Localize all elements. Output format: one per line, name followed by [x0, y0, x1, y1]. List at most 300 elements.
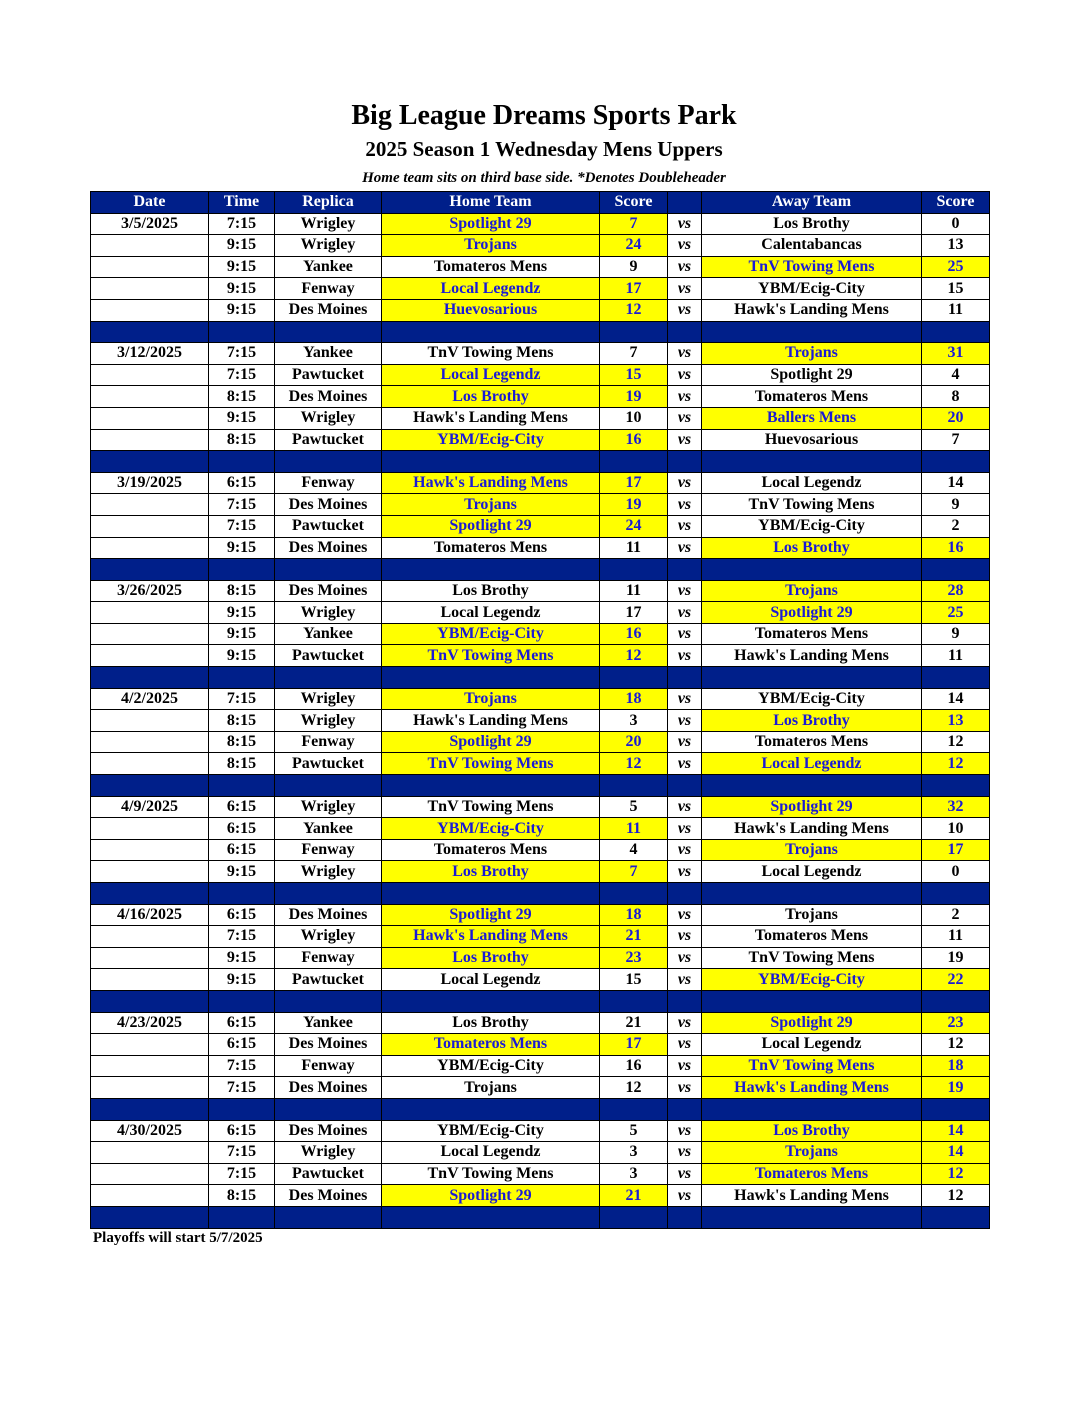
separator-cell [922, 667, 990, 689]
away-team-cell: TnV Towing Mens [702, 1055, 922, 1077]
field-cell: Fenway [275, 472, 382, 494]
separator-cell [600, 451, 668, 473]
separator-cell [209, 1206, 275, 1228]
field-cell: Des Moines [275, 494, 382, 516]
time-cell: 8:15 [209, 731, 275, 753]
time-cell: 9:15 [209, 235, 275, 257]
field-cell: Wrigley [275, 407, 382, 429]
home-score-cell: 7 [600, 861, 668, 883]
table-row [91, 386, 990, 408]
date-cell: 4/9/2025 [91, 796, 209, 818]
separator-cell [275, 559, 382, 581]
week-separator-row [91, 775, 990, 797]
week-separator-row [91, 1206, 990, 1228]
away-team-cell: Trojans [702, 904, 922, 926]
table-row [91, 1185, 990, 1207]
separator-cell [209, 1098, 275, 1120]
separator-cell [91, 321, 209, 343]
home-score-cell: 23 [600, 947, 668, 969]
table-row [91, 731, 990, 753]
home-score-cell: 18 [600, 688, 668, 710]
home-score-cell: 12 [600, 1077, 668, 1099]
home-score-cell: 20 [600, 731, 668, 753]
home-score-cell: 3 [600, 1163, 668, 1185]
separator-cell [382, 559, 600, 581]
table-row [91, 213, 990, 235]
away-score-cell: 16 [922, 537, 990, 559]
away-team-cell: Hawk's Landing Mens [702, 645, 922, 667]
date-cell [91, 861, 209, 883]
separator-cell [600, 1098, 668, 1120]
date-cell: 3/5/2025 [91, 213, 209, 235]
away-score-cell: 12 [922, 753, 990, 775]
away-score-cell: 14 [922, 472, 990, 494]
time-cell: 9:15 [209, 645, 275, 667]
date-cell [91, 364, 209, 386]
field-cell: Des Moines [275, 1185, 382, 1207]
away-score-cell: 4 [922, 364, 990, 386]
separator-cell [702, 1206, 922, 1228]
home-score-cell: 19 [600, 494, 668, 516]
home-score-cell: 19 [600, 386, 668, 408]
header-home-team: Home Team [382, 192, 600, 214]
separator-cell [922, 1098, 990, 1120]
table-row [91, 235, 990, 257]
separator-cell [382, 990, 600, 1012]
home-score-cell: 12 [600, 753, 668, 775]
vs-cell: vs [668, 429, 702, 451]
home-score-cell: 24 [600, 515, 668, 537]
away-score-cell: 11 [922, 645, 990, 667]
field-cell: Yankee [275, 343, 382, 365]
date-cell [91, 710, 209, 732]
away-team-cell: Spotlight 29 [702, 364, 922, 386]
home-team-cell: Spotlight 29 [382, 515, 600, 537]
time-cell: 8:15 [209, 753, 275, 775]
home-team-cell: TnV Towing Mens [382, 796, 600, 818]
date-cell: 4/2/2025 [91, 688, 209, 710]
vs-cell: vs [668, 213, 702, 235]
table-row [91, 645, 990, 667]
time-cell: 7:15 [209, 364, 275, 386]
separator-cell [91, 1098, 209, 1120]
away-score-cell: 19 [922, 947, 990, 969]
date-cell [91, 926, 209, 948]
table-row [91, 278, 990, 300]
home-team-cell: Los Brothy [382, 861, 600, 883]
time-cell: 8:15 [209, 386, 275, 408]
field-cell: Wrigley [275, 796, 382, 818]
week-separator-row [91, 667, 990, 689]
vs-cell: vs [668, 343, 702, 365]
home-score-cell: 7 [600, 343, 668, 365]
separator-cell [209, 667, 275, 689]
table-row [91, 1055, 990, 1077]
away-team-cell: Local Legendz [702, 861, 922, 883]
field-cell: Pawtucket [275, 1163, 382, 1185]
week-separator-row [91, 990, 990, 1012]
date-cell [91, 1185, 209, 1207]
away-team-cell: Trojans [702, 1142, 922, 1164]
header-replica: Replica [275, 192, 382, 214]
separator-cell [600, 1206, 668, 1228]
away-score-cell: 31 [922, 343, 990, 365]
away-team-cell: Hawk's Landing Mens [702, 1077, 922, 1099]
field-cell: Yankee [275, 256, 382, 278]
away-team-cell: YBM/Ecig-City [702, 278, 922, 300]
vs-cell: vs [668, 731, 702, 753]
time-cell: 7:15 [209, 1163, 275, 1185]
away-team-cell: Spotlight 29 [702, 796, 922, 818]
away-team-cell: Trojans [702, 343, 922, 365]
home-team-cell: Spotlight 29 [382, 213, 600, 235]
field-cell: Des Moines [275, 299, 382, 321]
home-team-cell: Spotlight 29 [382, 904, 600, 926]
vs-cell: vs [668, 256, 702, 278]
away-team-cell: Trojans [702, 839, 922, 861]
away-team-cell: Tomateros Mens [702, 1163, 922, 1185]
table-row [91, 256, 990, 278]
home-team-cell: Hawk's Landing Mens [382, 926, 600, 948]
separator-cell [922, 883, 990, 905]
home-team-cell: Huevosarious [382, 299, 600, 321]
home-score-cell: 15 [600, 364, 668, 386]
away-team-cell: TnV Towing Mens [702, 494, 922, 516]
week-separator-row [91, 883, 990, 905]
home-team-cell: Tomateros Mens [382, 1034, 600, 1056]
home-score-cell: 12 [600, 645, 668, 667]
home-team-cell: Tomateros Mens [382, 256, 600, 278]
vs-cell: vs [668, 407, 702, 429]
away-score-cell: 20 [922, 407, 990, 429]
away-score-cell: 28 [922, 580, 990, 602]
separator-cell [382, 883, 600, 905]
time-cell: 6:15 [209, 1012, 275, 1034]
field-cell: Des Moines [275, 386, 382, 408]
separator-cell [668, 451, 702, 473]
vs-cell: vs [668, 472, 702, 494]
table-row [91, 580, 990, 602]
separator-cell [382, 775, 600, 797]
field-cell: Wrigley [275, 926, 382, 948]
table-row [91, 861, 990, 883]
home-score-cell: 9 [600, 256, 668, 278]
separator-cell [668, 1098, 702, 1120]
date-cell: 4/30/2025 [91, 1120, 209, 1142]
time-cell: 7:15 [209, 1055, 275, 1077]
separator-cell [600, 559, 668, 581]
away-score-cell: 13 [922, 235, 990, 257]
home-team-cell: Trojans [382, 1077, 600, 1099]
home-score-cell: 12 [600, 299, 668, 321]
table-row [91, 1163, 990, 1185]
home-score-cell: 21 [600, 1012, 668, 1034]
home-score-cell: 17 [600, 1034, 668, 1056]
date-cell [91, 1034, 209, 1056]
table-row [91, 1077, 990, 1099]
vs-cell: vs [668, 1034, 702, 1056]
home-score-cell: 5 [600, 796, 668, 818]
away-score-cell: 15 [922, 278, 990, 300]
separator-cell [275, 883, 382, 905]
home-team-cell: Tomateros Mens [382, 839, 600, 861]
date-cell: 3/26/2025 [91, 580, 209, 602]
away-score-cell: 22 [922, 969, 990, 991]
separator-cell [209, 775, 275, 797]
away-score-cell: 17 [922, 839, 990, 861]
table-row [91, 947, 990, 969]
table-row [91, 926, 990, 948]
time-cell: 8:15 [209, 710, 275, 732]
separator-cell [275, 990, 382, 1012]
table-row [91, 1142, 990, 1164]
date-cell [91, 235, 209, 257]
separator-cell [209, 451, 275, 473]
field-cell: Pawtucket [275, 753, 382, 775]
table-row [91, 688, 990, 710]
vs-cell: vs [668, 1163, 702, 1185]
separator-cell [91, 990, 209, 1012]
time-cell: 6:15 [209, 904, 275, 926]
date-cell [91, 256, 209, 278]
separator-cell [702, 883, 922, 905]
field-cell: Yankee [275, 818, 382, 840]
date-cell [91, 818, 209, 840]
date-cell: 4/23/2025 [91, 1012, 209, 1034]
time-cell: 6:15 [209, 472, 275, 494]
table-header-row [91, 192, 990, 214]
field-cell: Des Moines [275, 1077, 382, 1099]
separator-cell [275, 775, 382, 797]
away-team-cell: Local Legendz [702, 753, 922, 775]
date-cell [91, 515, 209, 537]
home-score-cell: 21 [600, 1185, 668, 1207]
away-score-cell: 32 [922, 796, 990, 818]
date-cell [91, 753, 209, 775]
away-team-cell: Spotlight 29 [702, 602, 922, 624]
away-score-cell: 11 [922, 299, 990, 321]
away-score-cell: 19 [922, 1077, 990, 1099]
time-cell: 6:15 [209, 796, 275, 818]
separator-cell [600, 321, 668, 343]
time-cell: 6:15 [209, 1034, 275, 1056]
home-team-cell: TnV Towing Mens [382, 645, 600, 667]
week-separator-row [91, 321, 990, 343]
home-score-cell: 7 [600, 213, 668, 235]
week-separator-row [91, 1098, 990, 1120]
vs-cell: vs [668, 364, 702, 386]
vs-cell: vs [668, 602, 702, 624]
field-cell: Wrigley [275, 213, 382, 235]
table-row [91, 407, 990, 429]
home-team-cell: Spotlight 29 [382, 731, 600, 753]
away-team-cell: YBM/Ecig-City [702, 969, 922, 991]
vs-cell: vs [668, 623, 702, 645]
time-cell: 7:15 [209, 213, 275, 235]
table-row [91, 1012, 990, 1034]
playoffs-note: Playoffs will start 5/7/2025 [93, 1230, 263, 1246]
home-team-cell: Trojans [382, 494, 600, 516]
vs-cell: vs [668, 1120, 702, 1142]
away-team-cell: YBM/Ecig-City [702, 515, 922, 537]
home-team-cell: Trojans [382, 235, 600, 257]
table-row [91, 839, 990, 861]
separator-cell [91, 559, 209, 581]
time-cell: 9:15 [209, 537, 275, 559]
home-team-cell: Tomateros Mens [382, 537, 600, 559]
vs-cell: vs [668, 1077, 702, 1099]
home-score-cell: 11 [600, 818, 668, 840]
field-cell: Wrigley [275, 602, 382, 624]
time-cell: 9:15 [209, 947, 275, 969]
vs-cell: vs [668, 235, 702, 257]
field-cell: Wrigley [275, 235, 382, 257]
home-team-cell: YBM/Ecig-City [382, 429, 600, 451]
vs-cell: vs [668, 947, 702, 969]
separator-cell [275, 1206, 382, 1228]
away-score-cell: 2 [922, 515, 990, 537]
table-row [91, 299, 990, 321]
table-row [91, 623, 990, 645]
away-score-cell: 7 [922, 429, 990, 451]
field-cell: Pawtucket [275, 364, 382, 386]
away-team-cell: Tomateros Mens [702, 386, 922, 408]
separator-cell [922, 1206, 990, 1228]
separator-cell [91, 775, 209, 797]
vs-cell: vs [668, 1012, 702, 1034]
field-cell: Fenway [275, 1055, 382, 1077]
date-cell [91, 623, 209, 645]
separator-cell [702, 1098, 922, 1120]
home-team-cell: Hawk's Landing Mens [382, 472, 600, 494]
home-team-cell: Local Legendz [382, 1142, 600, 1164]
separator-cell [209, 559, 275, 581]
time-cell: 9:15 [209, 602, 275, 624]
separator-cell [668, 990, 702, 1012]
home-team-cell: YBM/Ecig-City [382, 1055, 600, 1077]
header-home-score: Score [600, 192, 668, 214]
home-team-cell: TnV Towing Mens [382, 343, 600, 365]
home-score-cell: 16 [600, 623, 668, 645]
date-cell [91, 299, 209, 321]
away-score-cell: 12 [922, 1163, 990, 1185]
date-cell [91, 1163, 209, 1185]
time-cell: 7:15 [209, 343, 275, 365]
separator-cell [702, 451, 922, 473]
vs-cell: vs [668, 386, 702, 408]
field-cell: Des Moines [275, 580, 382, 602]
week-separator-row [91, 451, 990, 473]
vs-cell: vs [668, 645, 702, 667]
away-team-cell: Local Legendz [702, 1034, 922, 1056]
away-score-cell: 25 [922, 602, 990, 624]
home-team-cell: TnV Towing Mens [382, 1163, 600, 1185]
separator-cell [209, 883, 275, 905]
away-score-cell: 13 [922, 710, 990, 732]
home-team-cell: Spotlight 29 [382, 1185, 600, 1207]
home-team-cell: Los Brothy [382, 947, 600, 969]
separator-cell [702, 321, 922, 343]
home-score-cell: 15 [600, 969, 668, 991]
home-team-cell: Hawk's Landing Mens [382, 407, 600, 429]
field-cell: Fenway [275, 278, 382, 300]
vs-cell: vs [668, 299, 702, 321]
table-row [91, 753, 990, 775]
table-row [91, 1034, 990, 1056]
field-cell: Fenway [275, 947, 382, 969]
away-score-cell: 12 [922, 731, 990, 753]
home-score-cell: 11 [600, 580, 668, 602]
date-cell [91, 537, 209, 559]
date-cell [91, 731, 209, 753]
vs-cell: vs [668, 537, 702, 559]
away-team-cell: Hawk's Landing Mens [702, 818, 922, 840]
away-team-cell: Huevosarious [702, 429, 922, 451]
away-score-cell: 11 [922, 926, 990, 948]
away-score-cell: 8 [922, 386, 990, 408]
home-score-cell: 17 [600, 278, 668, 300]
separator-cell [275, 667, 382, 689]
away-score-cell: 14 [922, 1142, 990, 1164]
separator-cell [382, 1098, 600, 1120]
table-row [91, 494, 990, 516]
table-row [91, 1120, 990, 1142]
field-cell: Fenway [275, 839, 382, 861]
page-title: Big League Dreams Sports Park [351, 100, 737, 131]
time-cell: 6:15 [209, 839, 275, 861]
home-team-cell: Hawk's Landing Mens [382, 710, 600, 732]
table-row [91, 818, 990, 840]
table-row [91, 796, 990, 818]
home-score-cell: 3 [600, 710, 668, 732]
away-score-cell: 25 [922, 256, 990, 278]
separator-cell [91, 667, 209, 689]
time-cell: 9:15 [209, 623, 275, 645]
table-row [91, 364, 990, 386]
header-time: Time [209, 192, 275, 214]
away-score-cell: 23 [922, 1012, 990, 1034]
time-cell: 9:15 [209, 861, 275, 883]
separator-cell [702, 559, 922, 581]
table-row [91, 472, 990, 494]
home-team-cell: Trojans [382, 688, 600, 710]
vs-cell: vs [668, 580, 702, 602]
home-score-cell: 17 [600, 472, 668, 494]
date-cell: 3/19/2025 [91, 472, 209, 494]
time-cell: 9:15 [209, 407, 275, 429]
field-cell: Wrigley [275, 688, 382, 710]
separator-cell [600, 667, 668, 689]
away-team-cell: Tomateros Mens [702, 731, 922, 753]
date-cell [91, 602, 209, 624]
vs-cell: vs [668, 710, 702, 732]
page-subtitle: 2025 Season 1 Wednesday Mens Uppers [365, 137, 723, 161]
field-cell: Pawtucket [275, 969, 382, 991]
time-cell: 6:15 [209, 1120, 275, 1142]
date-cell: 3/12/2025 [91, 343, 209, 365]
away-score-cell: 2 [922, 904, 990, 926]
home-team-cell: Local Legendz [382, 278, 600, 300]
away-team-cell: Local Legendz [702, 472, 922, 494]
away-team-cell: TnV Towing Mens [702, 947, 922, 969]
date-cell: 4/16/2025 [91, 904, 209, 926]
time-cell: 8:15 [209, 1185, 275, 1207]
vs-cell: vs [668, 515, 702, 537]
separator-cell [91, 451, 209, 473]
vs-cell: vs [668, 926, 702, 948]
away-team-cell: YBM/Ecig-City [702, 688, 922, 710]
vs-cell: vs [668, 904, 702, 926]
